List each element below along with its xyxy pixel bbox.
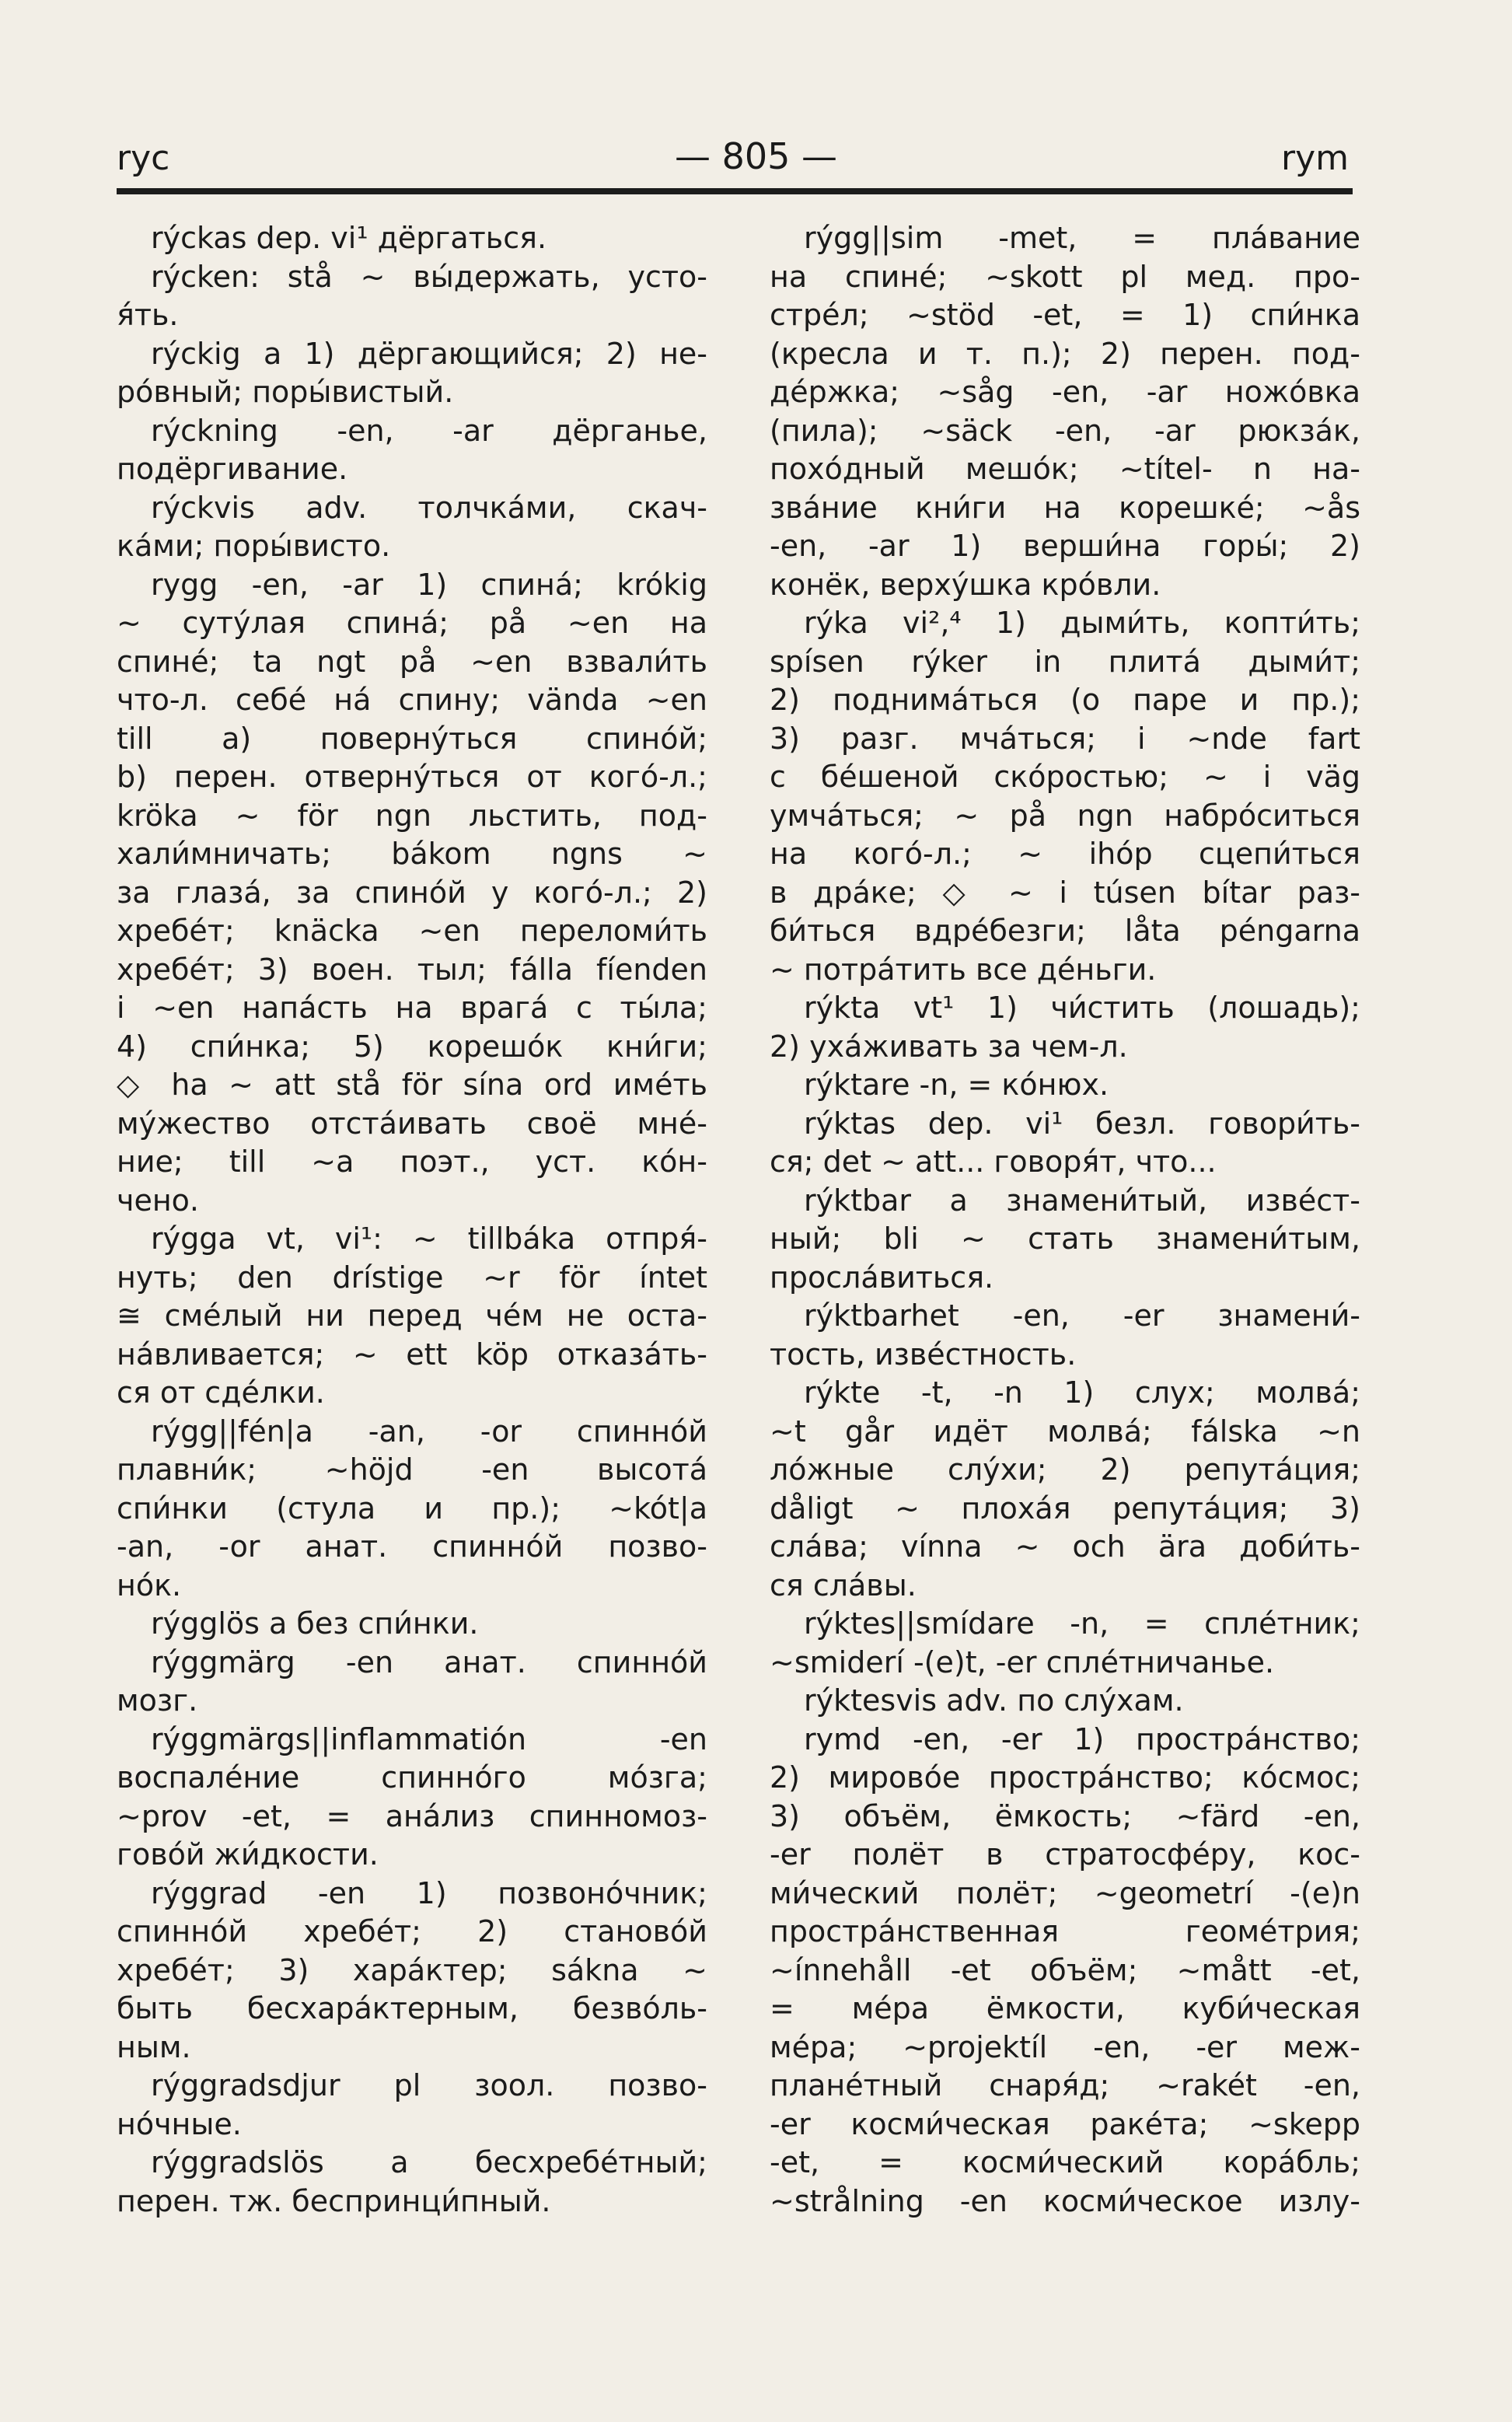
dictionary-line: ◇ ha ~ att stå för sína ord име́ть: [117, 1068, 707, 1102]
dictionary-line: на кого́-л.; ~ ihóp сцепи́ться: [770, 837, 1360, 871]
dictionary-line: 4) спи́нка; 5) корешо́к кни́ги;: [117, 1029, 707, 1064]
dictionary-line: конёк, верху́шка кро́вли.: [770, 567, 1161, 602]
dictionary-line: rygg -en, -ar 1) спина́; krókig: [151, 567, 707, 602]
dictionary-line: rýktesvis adv. по слу́хам.: [804, 1683, 1184, 1718]
dictionary-line: (пила); ~säck -en, -ar рюкза́к,: [770, 413, 1360, 448]
dictionary-line: kröka ~ för ngn льстить, под-: [117, 798, 707, 833]
dictionary-line: ся сла́вы.: [770, 1567, 917, 1602]
dictionary-line: rýggmärgs||inflammatión -en: [151, 1721, 707, 1756]
dictionary-line: rýgg||fén|a -an, -or спинно́й: [151, 1414, 707, 1449]
dictionary-line: в дра́ке; ◇ ~ i túsen bítar раз-: [770, 875, 1360, 910]
dictionary-line: 3) разг. мча́ться; i ~nde fart: [770, 721, 1360, 756]
dictionary-line: стре́л; ~stöd -et, = 1) спи́нка: [770, 298, 1360, 332]
dictionary-line: ло́жные слу́хи; 2) репута́ция;: [770, 1452, 1360, 1487]
dictionary-line: де́ржка; ~såg -en, -ar ножо́вка: [770, 375, 1360, 409]
dictionary-line: ~ínnehåll -et объём; ~mått -et,: [770, 1952, 1360, 1987]
dictionary-line: rýggradslös a бесхребе́тный;: [151, 2145, 707, 2179]
dictionary-line: ~smiderí -(e)t, -er спле́тничанье.: [770, 1644, 1275, 1679]
dictionary-line: i ~en напа́сть на врага́ с ты́ла;: [117, 991, 707, 1025]
dictionary-line: 3) объём, ёмкость; ~färd -en,: [770, 1798, 1360, 1833]
dictionary-line: 2) уха́живать за чем-л.: [770, 1029, 1128, 1064]
dictionary-line: ~ суту́лая спина́; på ~en на: [117, 606, 707, 640]
dictionary-line: rýgga vt, vi¹: ~ tillbáka отпря́-: [151, 1221, 707, 1256]
dictionary-line: ≅ сме́лый ни перед че́м не оста-: [117, 1298, 707, 1333]
dictionary-line: rýckvis adv. толчка́ми, скач-: [151, 490, 707, 525]
dictionary-line: сла́ва; vínna ~ och ära доби́ть-: [770, 1529, 1360, 1564]
dictionary-line: (кресла и т. п.); 2) перен. под-: [770, 336, 1360, 371]
dictionary-line: rýggrad -en 1) позвоно́чник;: [151, 1875, 707, 1910]
dictionary-line: rýggradsdjur pl зоол. позво-: [151, 2068, 707, 2102]
header-rule: [117, 188, 1353, 194]
dictionary-line: гово́й жи́дкости.: [117, 1837, 379, 1872]
dictionary-line: умча́ться; ~ på ngn набро́ситься: [770, 798, 1360, 833]
dictionary-line: till a) поверну́ться спино́й;: [117, 721, 707, 756]
dictionary-line: rýcken: stå ~ вы́держать, усто-: [151, 259, 707, 294]
dictionary-line: spísen rýker in плита́ дыми́т;: [770, 644, 1360, 679]
dictionary-line: rýckas dep. vi¹ дёргаться.: [151, 221, 547, 255]
dictionary-line: ся от сде́лки.: [117, 1375, 325, 1410]
dictionary-line: хребе́т; 3) хара́ктер; sákna ~: [117, 1952, 707, 1987]
dictionary-line: воспале́ние спинно́го мо́зга;: [117, 1760, 707, 1795]
dictionary-line: ный; bli ~ стать знамени́тым,: [770, 1221, 1360, 1256]
dictionary-line: ~prov -et, = ана́лиз спинномоз-: [117, 1798, 707, 1833]
dictionary-line: плавни́к; ~höjd -en высота́: [117, 1452, 707, 1487]
dictionary-line: с бе́шеной ско́ростью; ~ i väg: [770, 760, 1360, 794]
dictionary-line: просла́виться.: [770, 1260, 994, 1295]
dictionary-line: нуть; den drístige ~r för íntet: [117, 1260, 707, 1295]
dictionary-line: rýckning -en, -ar дёрганье,: [151, 413, 707, 448]
page-number: — 805 —: [674, 135, 838, 177]
dictionary-line: ~strålning -en косми́ческое излу-: [770, 2183, 1360, 2218]
dictionary-line: rýka vi²,⁴ 1) дыми́ть, копти́ть;: [804, 606, 1360, 640]
dictionary-line: ным.: [117, 2029, 191, 2064]
dictionary-line: простра́нственная геоме́трия;: [770, 1914, 1360, 1948]
dictionary-line: -en, -ar 1) верши́на горы́; 2): [770, 529, 1360, 563]
dictionary-line: би́ться вдре́безги; låta péngarna: [770, 914, 1360, 948]
dictionary-line: ние; till ~a поэт., уст. ко́н-: [117, 1145, 707, 1179]
dictionary-line: 2) мирово́е простра́нство; ко́смос;: [770, 1760, 1360, 1795]
guide-word-right: rym: [1281, 138, 1349, 178]
dictionary-line: хребе́т; knäcka ~en переломи́ть: [117, 914, 707, 948]
dictionary-line: 2) поднима́ться (о паре и пр.);: [770, 683, 1360, 717]
dictionary-line: b) перен. отверну́ться от кого́-л.;: [117, 760, 707, 794]
dictionary-line: я́ть.: [117, 298, 179, 332]
dictionary-line: хребе́т; 3) воен. тыл; fálla fíenden: [117, 952, 707, 987]
page-header: [0, 0, 1512, 194]
dictionary-line: -er косми́ческая раке́та; ~skepp: [770, 2106, 1360, 2141]
dictionary-line: ме́ра; ~projektíl -en, -er меж-: [770, 2029, 1360, 2064]
dictionary-line: ро́вный; поры́вистый.: [117, 375, 454, 409]
dictionary-line: чено.: [117, 1183, 200, 1218]
dictionary-line: му́жество отста́ивать своё мне́-: [117, 1106, 707, 1141]
dictionary-line: на спине́; ~skott pl мед. про-: [770, 259, 1360, 294]
dictionary-line: rýktas dep. vi¹ безл. говори́ть-: [804, 1106, 1360, 1141]
dictionary-line: rýkta vt¹ 1) чи́стить (лошадь);: [804, 991, 1360, 1025]
left-column: [117, 219, 707, 2221]
dictionary-line: ~ потра́тить все де́ньги.: [770, 952, 1157, 987]
dictionary-line: спи́нки (стула и пр.); ~kót|a: [117, 1491, 707, 1526]
dictionary-line: rymd -en, -er 1) простра́нство;: [804, 1721, 1360, 1756]
dictionary-line: но́к.: [117, 1567, 182, 1602]
dictionary-line: зва́ние кни́ги на корешке́; ~ås: [770, 490, 1360, 525]
dictionary-line: спине́; ta ngt på ~en взвали́ть: [117, 644, 707, 679]
dictionary-line: перен. тж. беспринци́пный.: [117, 2183, 551, 2218]
dictionary-line: за глаза́, за спино́й у кого́-л.; 2): [117, 875, 707, 910]
dictionary-line: rýggmärg -en анат. спинно́й: [151, 1644, 707, 1679]
dictionary-line: -er полёт в стратосфе́ру, кос-: [770, 1837, 1360, 1872]
dictionary-line: = ме́ра ёмкости, куби́ческая: [770, 1991, 1360, 2025]
dictionary-line: -an, -or анат. спинно́й позво-: [117, 1529, 707, 1564]
dictionary-line: ся; det ~ att... говоря́т, что...: [770, 1145, 1217, 1179]
dictionary-line: rýktbar a знамени́тый, изве́ст-: [804, 1183, 1360, 1218]
dictionary-line: подёргивание.: [117, 452, 348, 486]
dictionary-line: rýktare -n, = ко́нюх.: [804, 1068, 1109, 1102]
dictionary-line: ми́ческий полёт; ~geometrí -(e)n: [770, 1875, 1360, 1910]
dictionary-line: rýktes||smídare -n, = спле́тник;: [804, 1606, 1360, 1641]
dictionary-line: на́вливается; ~ ett köp отказа́ть-: [117, 1337, 707, 1372]
dictionary-line: rýktbarhet -en, -er знамени́-: [804, 1298, 1360, 1333]
dictionary-line: что-л. себе́ на́ спину; vända ~en: [117, 683, 707, 717]
dictionary-line: rýgglös a без спи́нки.: [151, 1606, 479, 1641]
dictionary-line: dåligt ~ плоха́я репута́ция; 3): [770, 1491, 1360, 1526]
dictionary-line: похо́дный мешо́к; ~títel- n на-: [770, 452, 1360, 486]
dictionary-line: тость, изве́стность.: [770, 1337, 1077, 1372]
dictionary-line: хали́мничать; bákom ngns ~: [117, 837, 707, 871]
dictionary-line: rýckig a 1) дёргающийся; 2) не-: [151, 336, 707, 371]
dictionary-line: rýkte -t, -n 1) слух; молва́;: [804, 1375, 1360, 1410]
dictionary-line: -et, = косми́ческий кора́бль;: [770, 2145, 1360, 2179]
dictionary-line: ~t går идёт молва́; fálska ~n: [770, 1414, 1360, 1449]
dictionary-line: быть бесхара́ктерным, безво́ль-: [117, 1991, 707, 2025]
dictionary-line: мозг.: [117, 1683, 198, 1718]
dictionary-line: ка́ми; поры́висто.: [117, 529, 391, 563]
dictionary-line: rýgg||sim -met, = пла́вание: [804, 221, 1360, 255]
right-column: [770, 219, 1360, 2221]
dictionary-line: но́чные.: [117, 2106, 242, 2141]
dictionary-line: планéтный снаря́д; ~rakét -en,: [770, 2068, 1360, 2102]
guide-word-left: ryc: [117, 138, 170, 178]
dictionary-line: спинно́й хребе́т; 2) станово́й: [117, 1914, 707, 1948]
